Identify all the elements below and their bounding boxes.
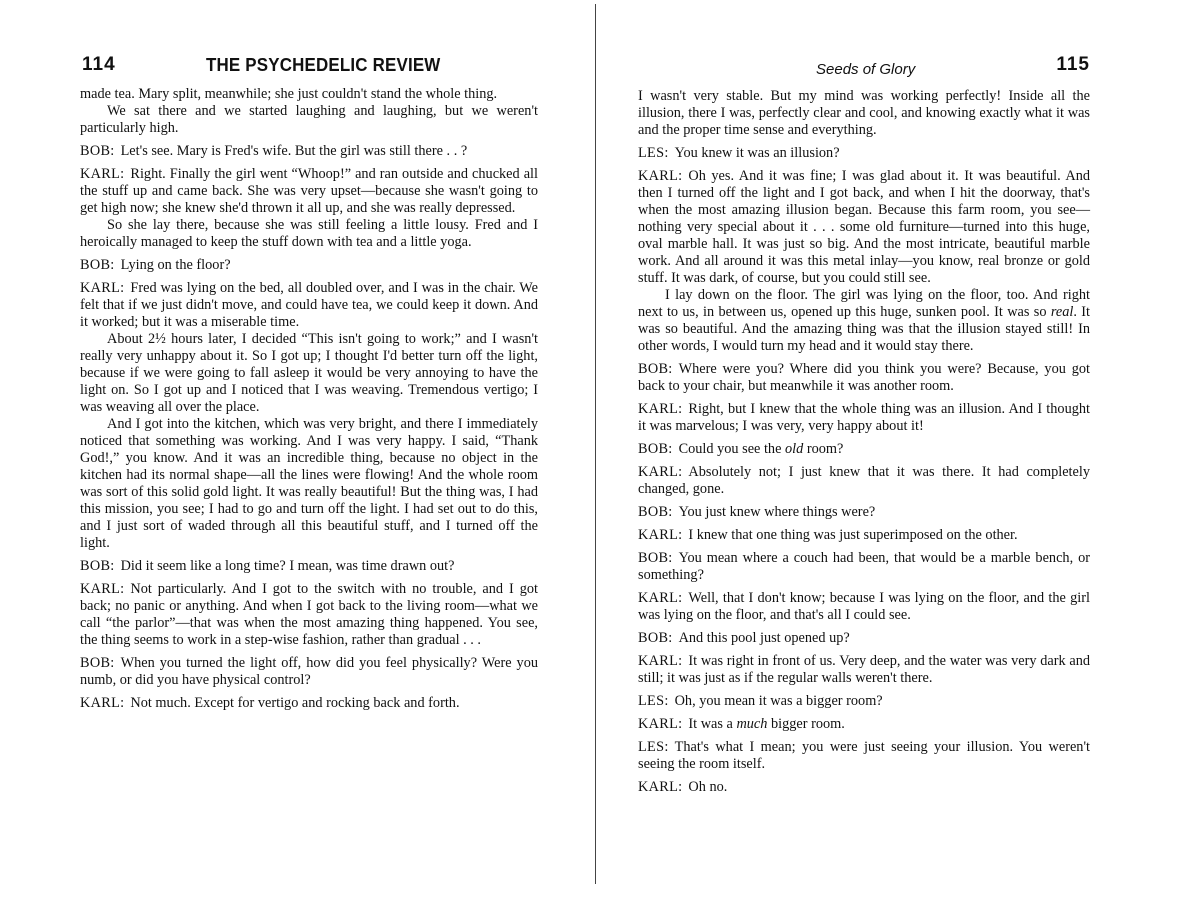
paragraph-text: Oh yes. And it was fine; I was glad about it. It was beautiful. And then I turned off the light and I got back, and when I hit the doorway, that's when the most amazing illusion began. Because this farm room, you see—nothing very special about it . . . some old furniture—turned into this huge, oval marble hall. It was just so big. And the most intricate, beautiful marble work. And all around it was this metal inlay—you know, real bronze or gold stuff. It was dark, of course, but you could still see. [638,168,1090,286]
paragraph [80,103,538,137]
speaker-label: BOB : [638,550,673,566]
paragraph-text: Right, but I knew that the whole thing was an illusion. And I thought it was marvelous; I was very, very happy about it! [638,401,1090,434]
left-page-body [80,86,538,712]
paragraph-text: I knew that one thing was just superimposed on the other. [688,527,1018,543]
left-page-header [80,54,538,82]
paragraph [638,527,1090,544]
paragraph [638,401,1090,435]
paragraph [80,86,538,103]
paragraph-text: About 2½ hours later, I decided “This isn't going to work;” and I wasn't really very unhappy about it. So I got up; I thought I'd better turn off the light, because if we were going to fall asleep it would be very annoying to have the light on. So I got up and I noticed that I was weaving. Tremendous vertigo; I was weaving all over the place. [80,331,538,415]
emphasis: real [1050,304,1074,320]
paragraph [638,145,1090,162]
paragraph [80,581,538,649]
paragraph [638,779,1090,796]
paragraph-text: Oh, you mean it was a bigger room? [674,693,883,709]
speaker-label: BOB : [638,441,673,457]
emphasis: much [736,716,768,732]
paragraph-text: Oh no. [688,779,728,795]
paragraph [80,695,538,712]
speaker-label: KARL : [638,527,682,543]
paragraph-text: You knew it was an illusion? [674,145,840,161]
paragraph-text: Not particularly. And I got to the switch with no trouble, and I got back; no panic or anything. And when I got back to the living room—what we call “the parlor”—that was when the most amazing thing happened. You see, the thing seems to work in a step-wise fashion, rather than gradual . . . [80,581,538,648]
speaker-label: KARL : [80,166,124,182]
speaker-label: LES : [638,693,669,709]
paragraph-text: Fred was lying on the bed, all doubled over, and I was in the chair. We felt that if we just didn't move, and could have tea, we could keep it down. And it worked; but it was a miserable time. [80,280,538,330]
speaker-label: BOB : [638,361,673,377]
journal-title: THE PSYCHEDELIC REVIEW [206,55,441,75]
speaker-label: KARL : [80,280,124,296]
paragraph [80,331,538,416]
paragraph [638,287,1090,355]
paragraph [80,280,538,331]
paragraph [638,464,1090,498]
paragraph-text: It was right in front of us. Very deep, and the water was very dark and still; it was just as if the regular walls weren't there. [638,653,1090,686]
paragraph-text: I wasn't very stable. But my mind was working perfectly! Inside all the illusion, there I was, perfectly clear and cool, and knowing exactly what it was and the proper time sense and everything. [638,88,1090,138]
speaker-label: BOB : [80,558,115,574]
paragraph-text: Well, that I don't know; because I was lying on the floor, and the girl was lying on the floor, and that's all I could see. [638,590,1090,623]
page-gutter [595,4,596,884]
paragraph-text: made tea. Mary split, meanwhile; she just couldn't stand the whole thing. [80,86,498,102]
paragraph [638,504,1090,521]
paragraph [638,168,1090,287]
speaker-label: KARL : [80,581,124,597]
speaker-label: BOB : [638,630,673,646]
paragraph-text: Absolutely not; I just knew that it was there. It had completely changed, gone. [638,464,1090,497]
paragraph-text: You mean where a couch had been, that would be a marble bench, or something? [638,550,1090,583]
paragraph [638,653,1090,687]
emphasis: old [785,441,804,457]
right-page-header [638,54,1090,82]
page-number-left: 114 [82,54,116,75]
paragraph-text: So she lay there, because she was still feeling a little lousy. Fred and I heroically managed to keep the stuff down with tea and a little yoga. [80,217,538,250]
paragraph-text: Where were you? Where did you think you were? Because, you got back to your chair, but meanwhile it was another room. [638,361,1090,394]
speaker-label: BOB : [80,655,115,671]
speaker-label: BOB : [80,143,115,159]
speaker-label: KARL : [638,779,682,795]
paragraph [80,217,538,251]
paragraph-text: Let's see. Mary is Fred's wife. But the girl was still there . . ? [120,143,468,159]
paragraph-text: When you turned the light off, how did you feel physically? Were you numb, or did you have physical control? [80,655,538,688]
speaker-label: BOB : [80,257,115,273]
paragraph [80,416,538,552]
paragraph-text: I lay down on the floor. The girl was lying on the floor, too. And right next to us, in between us, opened up this huge, sunken pool. It was so real. It was so beautiful. And the amazing thing was that the illusion stayed still! In other words, I would turn my head and it would stay there. [638,287,1091,354]
paragraph-text: Not much. Except for vertigo and rocking back and forth. [130,695,460,711]
paragraph [80,558,538,575]
speaker-label: LES : [638,145,669,161]
paragraph [80,257,538,274]
speaker-label: KARL : [80,695,124,711]
paragraph-text: That's what I mean; you were just seeing your illusion. You weren't seeing the room itself. [638,739,1090,772]
speaker-label: KARL : [638,653,682,669]
speaker-label: KARL : [638,168,682,184]
speaker-label: KARL : [638,401,682,417]
page-number-right: 115 [1056,54,1090,75]
speaker-label: KARL : [638,716,682,732]
right-page-body [638,88,1090,796]
paragraph-text: Could you see the old room? [678,441,844,457]
paragraph [80,655,538,689]
paragraph-text: We sat there and we started laughing and laughing, but we weren't particularly high. [80,103,538,136]
article-title: Seeds of Glory [816,61,916,78]
paragraph-text: Lying on the floor? [120,257,231,273]
speaker-label: LES : [638,739,669,755]
paragraph-text: And this pool just opened up? [678,630,850,646]
paragraph-text: Did it seem like a long time? I mean, was time drawn out? [120,558,455,574]
paragraph [638,630,1090,647]
speaker-label: KARL : [638,590,682,606]
paragraph-text: And I got into the kitchen, which was very bright, and there I immediately noticed that something was working. And I was very happy. I said, “Thank God!,” you know. And it was an incredible thing, because no object in the kitchen had its normal shape—all the lines were flowing! And the whole room was sort of this solid gold light. It was really beautiful! But the thing was, I had this mission, you see; I had to go and turn off the light. I had set out to do this, and I just sort of waded through all this beautiful stuff, and I turned off the light. [80,416,538,551]
paragraph-text: Right. Finally the girl went “Whoop!” and ran outside and chucked all the stuff up and came back. She was very upset—because she wasn't going to get high now; she knew she'd thrown it all up, and she was really depressed. [80,166,538,216]
paragraph [80,166,538,217]
paragraph [638,739,1090,773]
speaker-label: BOB : [638,504,673,520]
paragraph [638,590,1090,624]
paragraph [638,550,1090,584]
paragraph [80,143,538,160]
paragraph [638,361,1090,395]
paragraph [638,88,1090,139]
paragraph-text: You just knew where things were? [678,504,876,520]
speaker-label: KARL : [638,464,682,480]
paragraph [638,716,1090,733]
paragraph [638,441,1090,458]
paragraph-text: It was a much bigger room. [688,716,845,732]
paragraph [638,693,1090,710]
